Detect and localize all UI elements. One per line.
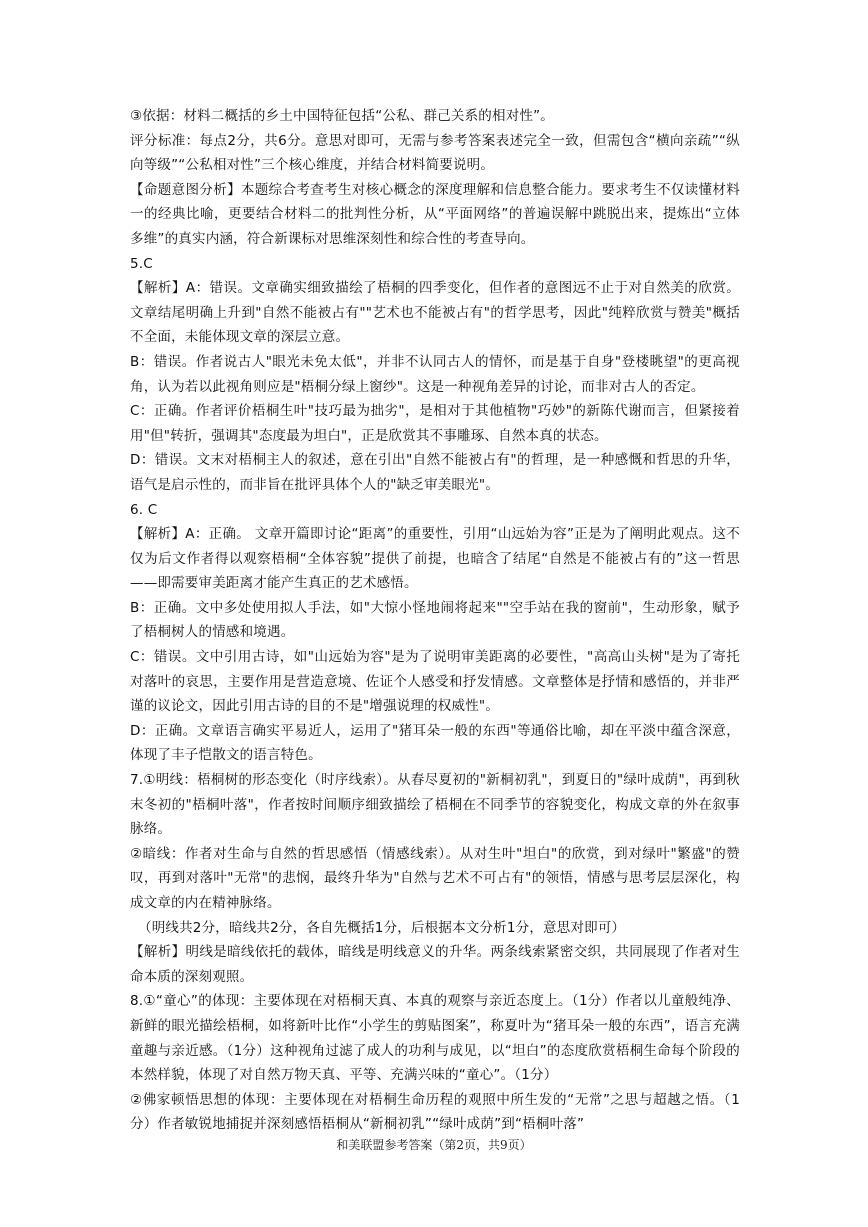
paragraph-q8-buddhist-insight: ②佛家顿悟思想的体现：主要体现在对梧桐生命历程的观照中所生发的“无常”之思与超越之悟。（1分）作者敏锐地捕捉并深刻感悟梧桐从“新桐初乳”“绿叶成荫”到“梧桐叶落”: [130, 1091, 740, 1133]
paragraph-q7-explicit-line: 7.①明线：梧桐树的形态变化（时序线索）。从春尽夏初的"新桐初乳"，到夏日的"绿叶成荫"，再到秋末冬初的"梧桐叶落"，作者按时间顺序细致描绘了梧桐在不同季节的容貌变化，构成文章的外在叙事脉络。: [130, 772, 740, 838]
answer-q5: 5.C: [130, 255, 153, 272]
paragraph-intent-analysis: 【命题意图分析】本题综合考查考生对核心概念的深度理解和信息整合能力。要求考生不仅读懂材料一的经典比喻，更要结合材料二的批判性分析，从“平面网络”的普遍误解中跳脱出来，提炼出“立体多维”的真实内涵，符合新课标对思维深刻性和综合性的考查导向。: [130, 181, 740, 247]
paragraph-q7-implicit-line: ②暗线：作者对生命与自然的哲思感悟（情感线索）。从对生叶"坦白"的欣赏，到对绿叶"繁盛"的赞叹，再到对落叶"无常"的悲悯，最终升华为"自然与艺术不可占有"的领悟，情感与思考层层深化，构成文章的内在精神脉络。: [130, 845, 740, 911]
paragraph-q8-childlike-heart: 8.①“童心”的体现：主要体现在对梧桐天真、本真的观察与亲近态度上。（1分）作者以儿童般纯净、新鲜的眼光描绘梧桐，如将新叶比作“小学生的剪贴图案”，称夏叶为“猪耳朵一般的东西”，语言充满童趣与亲近感。（1分）这种视角过滤了成人的功利与成见，以“坦白”的态度欣赏梧桐生命每个阶段的本然样貌，体现了对自然万物天真、平等、充满兴味的“童心”。（1分）: [130, 993, 740, 1084]
paragraph-q5-d: D：错误。文末对梧桐主人的叙述，意在引出"自然不能被占有"的哲理，是一种感慨和哲思的升华，语气是启示性的，而非旨在批评具体个人的"缺乏审美眼光"。: [130, 452, 740, 493]
answer-content: [130, 104, 740, 1137]
paragraph-q6-analysis-a: 【解析】A：正确。 文章开篇即讨论“距离”的重要性，引用“山远始为容”正是为了阐明此观点。这不仅为后文作者得以观察梧桐“全体容貌”提供了前提，也暗含了结尾“自然是不能被占有的”这一哲思——即需要审美距离才能产生真正的艺术感悟。: [130, 526, 740, 592]
paragraph-q6-c: C：错误。文中引用古诗，如"山远始为容"是为了说明审美距离的必要性，"高高山头树"是为了寄托对落叶的哀思，主要作用是营造意境、佐证个人感受和抒发情感。文章整体是抒情和感悟的，并非严谨的议论文，因此引用古诗的目的不是"增强说理的权威性"。: [130, 649, 740, 715]
paragraph-q7-scoring: （明线共2分，暗线共2分，各自先概括1分，后根据本文分析1分，意思对即可）: [138, 919, 626, 936]
paragraph-q5-b: B：错误。作者说古人"眼光未免太低"，并非不认同古人的情怀，而是基于自身"登楼眺望"的更高视角，认为若以此视角则应是"梧桐分绿上窗纱"。这是一种视角差异的讨论，而非对古人的否定。: [130, 353, 740, 395]
paragraph-q6-d: D：正确。文章语言确实平易近人，运用了"猪耳朵一般的东西"等通俗比喻，却在平淡中蕴含深意，体现了丰子恺散文的语言特色。: [130, 722, 740, 764]
paragraph-q5-c: C：正确。作者评价梧桐生叶"技巧最为拙劣"，是相对于其他植物"巧妙"的新陈代谢而言，但紧接着用"但"转折，强调其"态度最为坦白"，正是欣赏其不事雕琢、自然本真的状态。: [130, 403, 740, 444]
answer-q6: 6. C: [130, 501, 158, 518]
paragraph-q6-b: B：正确。文中多处使用拟人手法，如"大惊小怪地闹将起来""空手站在我的窗前"，生动形象，赋予了梧桐树人的情感和境遇。: [130, 599, 740, 641]
paragraph-scoring-standard: 评分标准：每点2分，共6分。意思对即可，无需与参考答案表述完全一致，但需包含“横向亲疏”“纵向等级”“公私相对性”三个核心维度，并结合材料简要说明。: [130, 132, 740, 174]
page-footer: 和美联盟参考答案（第2页，共9页）: [336, 1138, 532, 1152]
paragraph-basis-3: ③依据：材料二概括的乡土中国特征包括“公私、群己关系的相对性”。: [130, 108, 554, 124]
paragraph-q7-analysis: 【解析】明线是暗线依托的载体，暗线是明线意义的升华。两条线索紧密交织，共同展现了作者对生命本质的深刻观照。: [130, 944, 740, 985]
paragraph-q5-analysis-a: 【解析】A：错误。文章确实细致描绘了梧桐的四季变化，但作者的意图远不止于对自然美的欣赏。文章结尾明确上升到"自然不能被占有""艺术也不能被占有"的哲学思考，因此"纯粹欣赏与赞美"概括不全面，未能体现文章的深层立意。: [130, 280, 740, 346]
